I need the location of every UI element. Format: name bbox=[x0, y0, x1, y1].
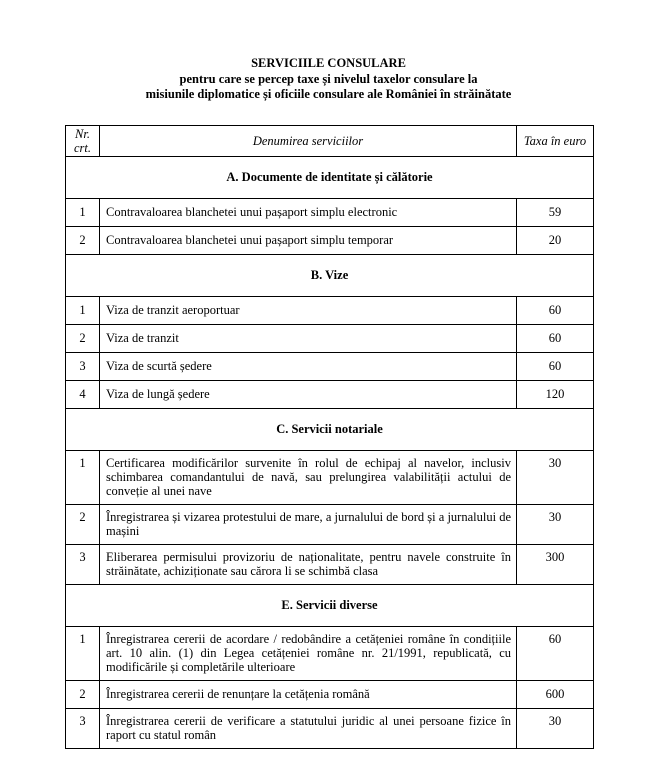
row-service-name: Certificarea modificărilor survenite în rolul de echipaj al navelor, inclusiv schimbarea comandantului de navă, sau prelungirea valabilității actului de conveție al unei nave bbox=[100, 451, 517, 505]
row-service-name: Contravaloarea blanchetei unui pașaport simplu temporar bbox=[100, 227, 517, 255]
section-title: B. Vize bbox=[66, 255, 594, 297]
table-header-row bbox=[66, 126, 594, 157]
row-number: 1 bbox=[66, 199, 100, 227]
row-number: 2 bbox=[66, 227, 100, 255]
row-service-name: Viza de scurtă ședere bbox=[100, 353, 517, 381]
header-nr-crt bbox=[66, 126, 100, 157]
table-row bbox=[66, 505, 594, 545]
table-row bbox=[66, 199, 594, 227]
header-fee: Taxa în euro bbox=[517, 126, 594, 157]
row-fee: 30 bbox=[517, 505, 594, 545]
section-title: C. Servicii notariale bbox=[66, 409, 594, 451]
table-row bbox=[66, 227, 594, 255]
table-row bbox=[66, 709, 594, 749]
row-fee: 60 bbox=[517, 297, 594, 325]
row-fee: 20 bbox=[517, 227, 594, 255]
row-service-name: Înregistrarea cererii de renunțare la cetățenia română bbox=[100, 681, 517, 709]
row-number: 2 bbox=[66, 681, 100, 709]
section-title: A. Documente de identitate și călătorie bbox=[66, 157, 594, 199]
table-row bbox=[66, 325, 594, 353]
header-service-name: Denumirea serviciilor bbox=[100, 126, 517, 157]
row-fee: 60 bbox=[517, 627, 594, 681]
row-number: 1 bbox=[66, 451, 100, 505]
consular-fees-table bbox=[65, 125, 594, 749]
document-subtitle-line-2: misiunile diplomatice și oficiile consulare ale României în străinătate bbox=[145, 87, 512, 101]
row-fee: 60 bbox=[517, 353, 594, 381]
section-row-a bbox=[66, 157, 594, 199]
row-fee: 600 bbox=[517, 681, 594, 709]
row-fee: 30 bbox=[517, 451, 594, 505]
table-row bbox=[66, 627, 594, 681]
table-row bbox=[66, 297, 594, 325]
section-title: E. Servicii diverse bbox=[66, 585, 594, 627]
row-number: 4 bbox=[66, 381, 100, 409]
row-service-name: Viza de tranzit bbox=[100, 325, 517, 353]
document-title: SERVICIILE CONSULARE bbox=[251, 56, 406, 70]
row-service-name: Înregistrarea cererii de verificare a statutului juridic al unei persoane fizice în raport cu statul român bbox=[100, 709, 517, 749]
row-number: 2 bbox=[66, 505, 100, 545]
row-fee: 30 bbox=[517, 709, 594, 749]
table-row bbox=[66, 353, 594, 381]
row-number: 1 bbox=[66, 297, 100, 325]
row-number: 1 bbox=[66, 627, 100, 681]
table-row bbox=[66, 545, 594, 585]
row-service-name: Contravaloarea blanchetei unui pașaport simplu electronic bbox=[100, 199, 517, 227]
row-fee: 300 bbox=[517, 545, 594, 585]
section-row-c bbox=[66, 409, 594, 451]
row-number: 3 bbox=[66, 353, 100, 381]
header-crt-label: crt. bbox=[73, 141, 91, 155]
row-number: 3 bbox=[66, 709, 100, 749]
row-service-name: Înregistrarea și vizarea protestului de mare, a jurnalului de bord și a jurnalului de mașini bbox=[100, 505, 517, 545]
row-service-name: Înregistrarea cererii de acordare / redobândire a cetățeniei române în condițiile art. 10 alin. (1) din Legea cetățeniei române nr. 21/1991, republicată, cu modificările și completările ulterioare bbox=[100, 627, 517, 681]
row-fee: 60 bbox=[517, 325, 594, 353]
table-row bbox=[66, 381, 594, 409]
table-row bbox=[66, 681, 594, 709]
section-row-e bbox=[66, 585, 594, 627]
row-number: 2 bbox=[66, 325, 100, 353]
row-fee: 59 bbox=[517, 199, 594, 227]
row-service-name: Viza de lungă ședere bbox=[100, 381, 517, 409]
table-row bbox=[66, 451, 594, 505]
row-service-name: Viza de tranzit aeroportuar bbox=[100, 297, 517, 325]
header-nr-label: Nr. bbox=[75, 127, 90, 141]
row-service-name: Eliberarea permisului provizoriu de naționalitate, pentru navele construite în străinătate, achiziționate sau cărora li se schimbă clasa bbox=[100, 545, 517, 585]
document-subtitle-line-1: pentru care se percep taxe și nivelul taxelor consulare la bbox=[179, 72, 478, 86]
row-fee: 120 bbox=[517, 381, 594, 409]
row-number: 3 bbox=[66, 545, 100, 585]
section-row-b bbox=[66, 255, 594, 297]
